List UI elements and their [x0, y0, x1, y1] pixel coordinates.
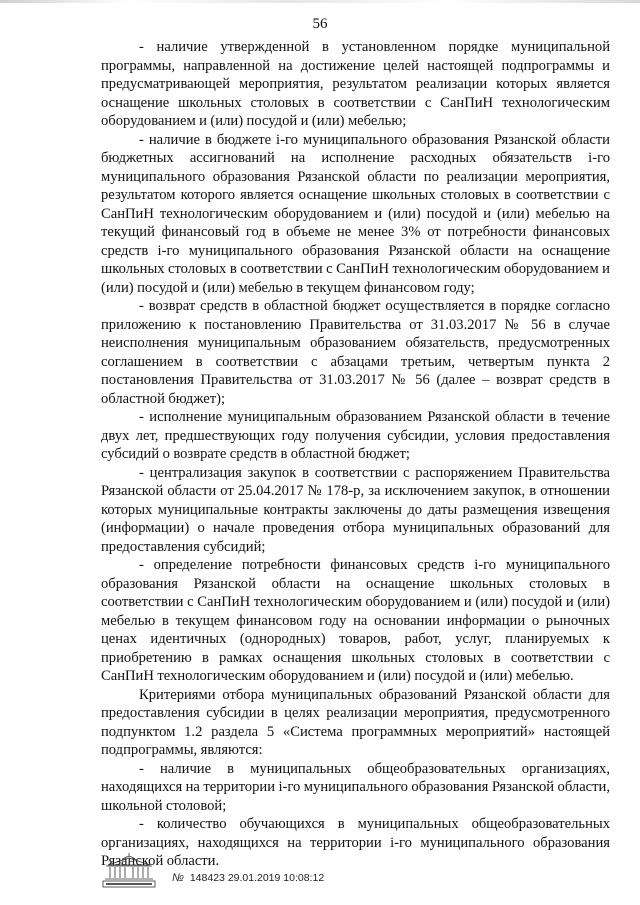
document-body: [101, 38, 610, 871]
doc-number: 148423: [189, 872, 225, 884]
paragraph: - определение потребности финансовых средств i-го муниципального образования Рязанской области на оснащение школьных столовых в соответствии с СанПиН технологическим оборудованием и (или) посудой и (или) мебелью в текущем финансовом году на основании информации о рыночных ценах идентичных (однородных) товаров, работ, услуг, планируемых к приобретению в рамках оснащения школьных столовых в соответствии с СанПиН технологическим оборудованием и (или) посудой и (или) мебелью.: [101, 557, 610, 684]
doc-datetime: 29.01.2019 10:08:12: [227, 872, 325, 884]
scan-edge: [0, 0, 640, 3]
numero-sign: №: [172, 872, 184, 884]
document-registration-id: [172, 872, 324, 884]
paragraph: - количество обучающихся в муниципальных общеобразовательных организациях, находящихся на территории i-го муниципального образования Рязанской области.: [101, 816, 610, 869]
paragraph: - наличие в муниципальных общеобразовательных организациях, находящихся на территории i-го муниципального образования Рязанской области, школьной столовой;: [101, 760, 610, 814]
government-building-stamp-icon: [100, 852, 158, 888]
paragraph: - централизация закупок в соответствии с распоряжением Правительства Рязанской области от 25.04.2017 № 178-р, за исключением закупок, в отношении которых муниципальные контракты заключены до даты размещения извещения (информации) о начале проведения отбора муниципальных образований для предоставления субсидий;: [101, 464, 610, 555]
document-footer: [100, 852, 420, 892]
paragraph: Критериями отбора муниципальных образований Рязанской области для предоставления субсидии в целях реализации мероприятия, предусмотренного подпунктом 1.2 раздела 5 «Система программных мероприятий» настоящей подпрограммы, являются:: [101, 686, 610, 758]
page-number: 56: [312, 16, 328, 32]
paragraph: - возврат средств в областной бюджет осуществляется в порядке согласно приложению к постановлению Правительства от 31.03.2017 № 56 в случае неисполнения муниципальным образованием обязательств, предусмотренных соглашением в соответствии с абзацами третьим, четвертым пункта 2 постановления Правительства от 31.03.2017 № 56 (далее – возврат средств в областной бюджет);: [101, 298, 610, 407]
paragraph: - наличие в бюджете i-го муниципального образования Рязанской области бюджетных ассигнований на исполнение расходных обязательств i-го муниципального образования Рязанской области по реализации мероприятия, результатом которого является оснащение школьных столовых в соответствии с СанПиН технологическим оборудованием и (или) посудой и (или) мебелью на текущий финансовый год в объеме не менее 3% от потребности финансовых средств i-го муниципального образования Рязанской области на оснащение школьных столовых в соответствии с СанПиН технологическим оборудованием и (или) посудой и (или) мебелью в текущем финансовом году;: [101, 131, 610, 296]
paragraph: - наличие утвержденной в установленном порядке муниципальной программы, направленной на достижение целей настоящей подпрограммы и предусматривающей мероприятия, результатом реализации которых является оснащение школьных столовых в соответствии с СанПиН технологическим оборудованием и (или) посудой и (или) мебелью;: [101, 39, 610, 129]
paragraph: - исполнение муниципальным образованием Рязанской области в течение двух лет, предшествующих году получения субсидии, условия предоставления субсидий о возврате средств в областной бюджет;: [101, 409, 610, 462]
